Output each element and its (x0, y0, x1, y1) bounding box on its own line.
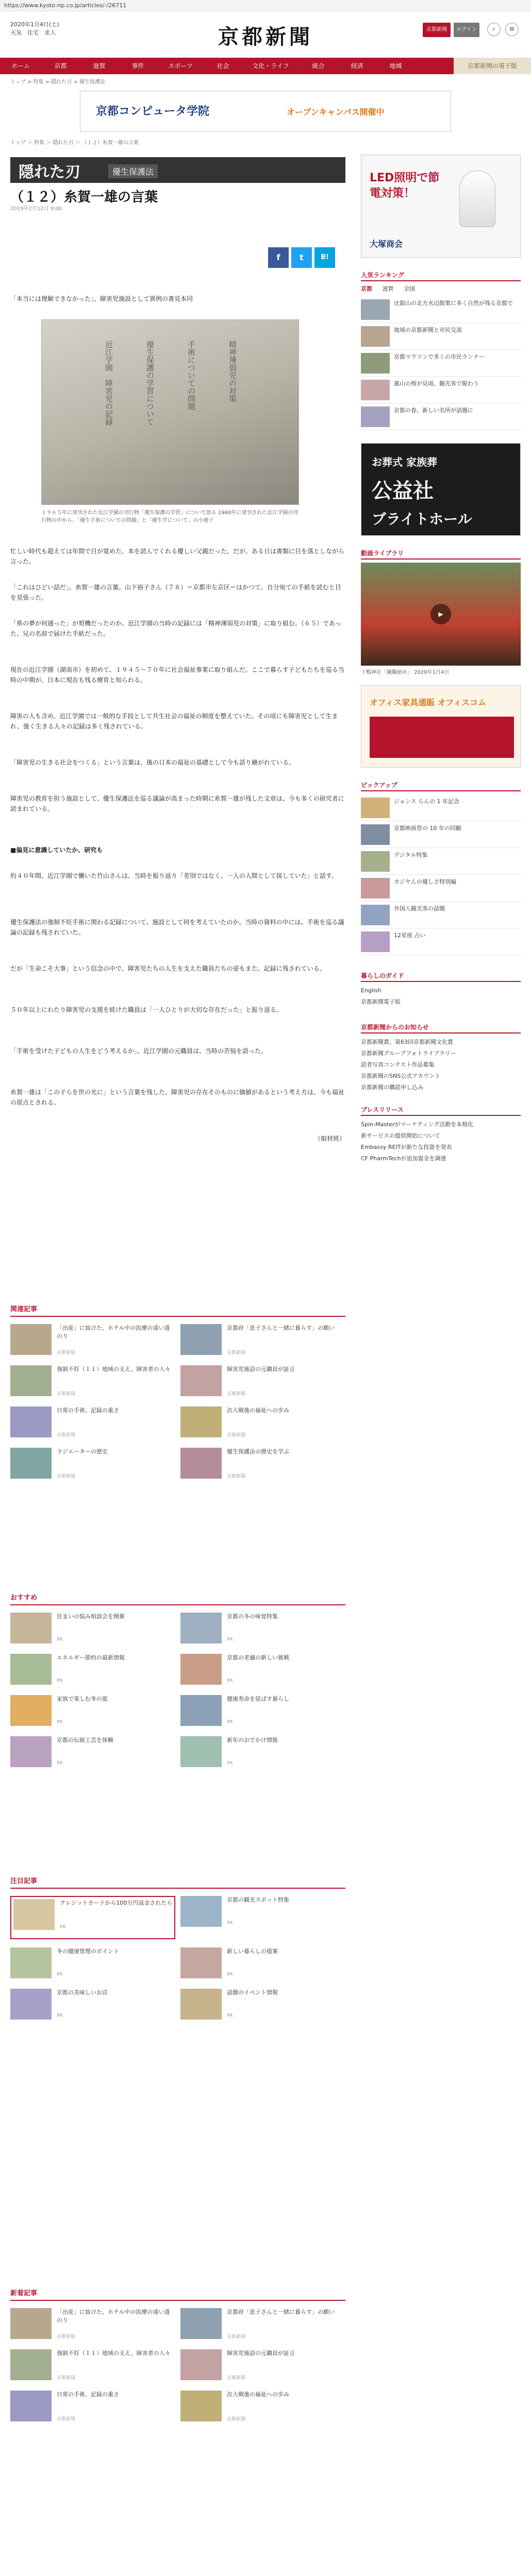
card-source: 京都新聞 (227, 1350, 246, 1355)
news-heading: 京都新聞からのお知らせ (361, 1020, 521, 1033)
thumbnail (10, 2349, 52, 2380)
ranking-item-text: 比叡山の北方水辺散策に多く自然が残る京都で (394, 300, 513, 307)
sub-nav[interactable]: トップ > 特集 > 隠れた刃 > 優生保護法 (10, 79, 105, 85)
thumbnail (361, 353, 390, 374)
recommend-card[interactable] (10, 1654, 175, 1690)
related-card[interactable] (10, 1365, 175, 1401)
thumbnail (180, 1736, 222, 1767)
thumbnail (10, 1989, 52, 2020)
thumbnail (361, 851, 390, 872)
card-source: PR (60, 1925, 66, 1930)
menu-icon[interactable]: ≡ (505, 23, 519, 36)
thumbnail (10, 1736, 52, 1767)
pr-card[interactable] (10, 1947, 175, 1984)
card-title: 強制不妊（１１）地域の支え、障害者の人々 (57, 2350, 171, 2357)
links-heading: 暮らしのガイド (361, 969, 521, 982)
card-source: PR (227, 1720, 233, 1725)
breadcrumb[interactable]: トップ ＞ 特集 ＞ 隠れた刃 ＞ （１２）糸賀一雄の言葉 (10, 140, 139, 146)
thumbnail (361, 824, 390, 845)
pickup-item-text: 12星座 占い (394, 932, 426, 939)
recommend-card[interactable] (10, 1736, 175, 1772)
related-card[interactable] (180, 1324, 345, 1360)
card-source: 京都新聞 (57, 1474, 76, 1479)
ranking-item[interactable] (361, 296, 521, 323)
card-title: 強制不妊（１１）地域の支え、障害者の人々 (57, 1366, 171, 1372)
thumbnail (180, 1695, 222, 1726)
related-card[interactable] (180, 1448, 345, 1484)
series-title: 隠れた刃 (19, 163, 80, 181)
recommend-heading: おすすめ (10, 1592, 345, 1605)
card-source: 京都新聞 (227, 2376, 246, 2381)
sidebar-ad-funeral-brand: 公益社 (372, 479, 434, 503)
thumbnail (361, 905, 390, 925)
thumbnail (10, 1613, 52, 1643)
card-source: 京都新聞 (57, 1392, 76, 1397)
paragraph: 優生保護法の強制不妊手術に関わる記録について、施設として何を考えていたのか。当時の資料の中には、手術を巡る議論の記録も残されていた。 (10, 919, 344, 936)
card-title: 家族で楽しむ冬の旅 (57, 1696, 108, 1702)
news-item[interactable]: 京都新聞賞、第63回京都新聞文化賞 (361, 1039, 453, 1045)
ranking-item[interactable] (361, 350, 521, 377)
thumbnail (10, 1654, 52, 1685)
card-title: 「出産」に抜けた、ホテル中の医療の遠い道のり (57, 2309, 170, 2324)
card-title: 京都の美味しいお店 (57, 1989, 108, 1996)
sidebar-ad-funeral[interactable] (361, 443, 521, 536)
news-list (361, 1037, 521, 1093)
nav-economy[interactable]: 経済 (351, 62, 363, 70)
card-title: 次大戦後の福祉への歩み (227, 1407, 289, 1414)
thumbnail (10, 1695, 52, 1726)
card-title: 住まいの悩み相談会を開催 (57, 1613, 125, 1620)
ad-banner[interactable] (80, 91, 451, 132)
pickup-item-text: 京都映画祭の 10 年の回顧 (394, 825, 461, 832)
paragraph: ５０年以上にわたり障害児の支援を続けた職員は「一人ひとりが大切な存在だった」と振り返る。 (10, 1006, 283, 1013)
thumbnail (180, 1947, 222, 1978)
pr-heading: 注目記事 (10, 1875, 345, 1889)
card-title: 京都府「息子さんと一緒に暮らす」の願い (227, 1325, 335, 1331)
card-source: PR (227, 2013, 233, 2019)
nav-region[interactable]: 地域 (389, 62, 402, 70)
recommend-card[interactable] (180, 1654, 345, 1690)
links-list (361, 985, 521, 1008)
card-title: 新しい暮らしの提案 (227, 1948, 278, 1955)
news-item[interactable]: 京都新聞グループフォトライブラリー (361, 1050, 456, 1057)
press-item[interactable]: 新サービスの提供開始について (361, 1132, 440, 1139)
pr-card[interactable] (180, 1947, 345, 1984)
weather-links[interactable]: 天気 住宅 求人 (10, 29, 56, 36)
card-source: 京都新聞 (227, 1474, 246, 1479)
thumbnail (180, 1613, 222, 1643)
pickup-heading: ピックアップ (361, 778, 521, 791)
nav-digital[interactable]: 京都新聞の電子版 (454, 58, 531, 74)
paragraph: 「障害児の生きる社会をつくる」という言葉は、後の日本の福祉の基礎として今も語り継がれている。 (10, 759, 295, 766)
card-source: 京都新聞 (227, 2417, 246, 2422)
sidebar-ad-office-text: オフィス家具通販 オフィスコム (370, 698, 487, 707)
thumbnail (180, 1896, 222, 1927)
thumbnail (10, 1448, 52, 1479)
pr-card-featured[interactable] (10, 1896, 175, 1939)
recommend-card[interactable] (10, 1695, 175, 1731)
thumbnail (10, 1365, 52, 1396)
press-item[interactable]: CF PharmTechが追加資金を調達 (361, 1155, 446, 1162)
thumbnail (361, 798, 390, 818)
paragraph: 忙しい時代も超えては年間で目が覚めた。本を読んでくれる優しい父親だった。だが、ある日は書類に目を落としながら言った。 (10, 548, 345, 565)
pickup-item[interactable] (361, 928, 521, 955)
nav-shiga[interactable]: 滋賀 (93, 62, 106, 70)
pickup-item-text: デジタル特集 (394, 852, 428, 858)
related-card[interactable] (180, 1406, 345, 1443)
card-source: 京都新聞 (57, 2417, 76, 2422)
thumbnail (180, 1654, 222, 1685)
card-title: 「出産」に抜けた、ホテル中の医療の遠い道のり (57, 1325, 170, 1340)
main-nav (0, 58, 531, 74)
card-title: 京都の観光スポット特集 (227, 1896, 289, 1903)
news-item[interactable]: 読者写真コンテスト作品募集 (361, 1061, 435, 1068)
paragraph-heading: ■偏見に意識していたか、研究も (10, 846, 103, 854)
ranking-item[interactable] (361, 377, 521, 403)
thumbnail (180, 1406, 222, 1437)
pr-card[interactable] (180, 1989, 345, 2025)
sidebar-ad-led[interactable] (361, 155, 521, 258)
card-source: 京都新聞 (227, 1392, 246, 1397)
card-source: PR (227, 1761, 233, 1766)
thumbnail (180, 1448, 222, 1479)
nav-kyoto[interactable]: 京都 (54, 62, 67, 70)
thumbnail (10, 1406, 52, 1437)
card-source: PR (227, 1637, 233, 1642)
related-heading: 関連記事 (10, 1303, 345, 1317)
recommend-card[interactable] (180, 1613, 345, 1649)
card-source: PR (227, 1921, 233, 1926)
related-card[interactable] (10, 1406, 175, 1443)
sidebar-ad-office[interactable] (361, 685, 521, 768)
press-item[interactable]: Embassy REITが新たな投資を発表 (361, 1144, 452, 1150)
ad-banner-sub: オープンキャンパス開催中 (287, 107, 385, 117)
site-logo[interactable]: 京都新聞 (218, 25, 313, 49)
ranking-heading: 人気ランキング (361, 268, 521, 281)
card-source: 京都新聞 (227, 1433, 246, 1438)
card-title: 京都の伝統工芸を体験 (57, 1737, 113, 1743)
pickup-item[interactable] (361, 821, 521, 848)
series-tag: 優生保護法 (108, 164, 158, 178)
ad-banner-title: 京都コンピュータ学院 (96, 105, 210, 118)
thumbnail (10, 1324, 52, 1355)
card-title: 優生保護法の歴史を学ぶ (227, 1448, 289, 1455)
sidebar-ad-funeral-sub: ブライトホール (372, 511, 472, 528)
card-title: 障害児施設の元職員が証言 (227, 1366, 295, 1372)
play-icon[interactable]: ▶ (430, 604, 451, 624)
card-title: 障害児施設の元職員が証言 (227, 2350, 295, 2357)
card-source: 京都新聞 (57, 2334, 76, 2340)
card-source: PR (57, 1972, 63, 1977)
thumbnail (180, 2349, 222, 2380)
card-title: 日常の手術、記録の重さ (57, 2391, 119, 2398)
card-source: PR (57, 1720, 63, 1725)
photo-heading: 動画ライブラリ (361, 546, 521, 560)
thumbnail (180, 2308, 222, 2339)
card-source: PR (57, 1679, 63, 1684)
card-title: 次大戦後の福祉への歩み (227, 2391, 289, 2398)
paragraph: 「これはひどい話だ」。糸賀一雄の言葉。山下裕子さん（７８）＝京都市左京区＝はかつて、自分宛ての手紙を読むと目を見張った。 (10, 584, 341, 601)
newest-card[interactable] (10, 2391, 175, 2427)
card-title: 京都の冬の味覚特集 (227, 1613, 278, 1620)
nav-jiken[interactable]: 事件 (131, 62, 144, 70)
paragraph: 障害の人も含め、近江学園では一般的な手段として共生社会の福祉の制度を整えていた。その頃にも障害児として生まれ、強く生きる人々の記録は多く残されている。 (10, 713, 338, 730)
thumbnail (10, 2308, 52, 2339)
news-item[interactable]: 京都新聞の購読申し込み (361, 1084, 423, 1091)
card-source: PR (227, 1972, 233, 1977)
pr-card[interactable] (10, 1989, 175, 2025)
ranking-tab-national[interactable]: 全国 (404, 285, 415, 292)
ranking-item[interactable] (361, 323, 521, 350)
press-item[interactable]: Spin-Masterがマーケティング活動を本格化 (361, 1121, 474, 1128)
article-title: （１２）糸賀一雄の言葉 (10, 190, 158, 205)
card-title: 冬の健康管理のポイント (57, 1948, 119, 1955)
thumbnail (10, 2391, 52, 2421)
recommend-card[interactable] (10, 1613, 175, 1649)
header-button-kyoto[interactable]: 京都新聞 (423, 23, 451, 37)
press-list (361, 1119, 521, 1164)
card-source: 京都新聞 (57, 2376, 76, 2381)
nav-sports[interactable]: スポーツ (168, 62, 193, 70)
pickup-item[interactable] (361, 794, 521, 821)
recommend-card[interactable] (180, 1736, 345, 1772)
article-photo: 近江学園 障害児の記録 優生保護の学習について 手術についての問題 精神薄弱児の対策 (41, 319, 299, 505)
thumbnail (361, 326, 390, 347)
card-title: クレジットカードから100万円返金されたら (60, 1900, 173, 1906)
ranking-tabs (361, 284, 415, 293)
newest-card[interactable] (180, 2308, 345, 2344)
card-source: 京都新聞 (227, 2334, 246, 2340)
card-title: 新年のおでかけ情報 (227, 1737, 278, 1743)
ranking-item-text: 地域の京都新聞と市民交流 (394, 327, 462, 333)
thumbnail (361, 878, 390, 899)
search-icon[interactable]: ⌕ (487, 23, 501, 36)
pr-card[interactable] (180, 1896, 345, 1932)
thumbnail (10, 1947, 52, 1978)
date-line: 2020年1月4日(土) (10, 21, 59, 28)
twitter-share-button[interactable]: t (291, 247, 312, 268)
ranking-item-text: 嵐山の桜が見頃、観光客で賑わう (394, 380, 479, 387)
card-title: ラジエーターの歴史 (57, 1448, 108, 1455)
sidebar-ad-funeral-title: お葬式 家族葬 (372, 456, 437, 468)
nav-society[interactable]: 社会 (217, 62, 229, 70)
paragraph: 「手術を受けた子どもの人生をどう考えるか」。近江学園の元職員は、当時の苦悩を語った。 (10, 1047, 268, 1055)
card-source: PR (227, 1679, 233, 1684)
paragraph: （取材班） (314, 1135, 345, 1142)
paragraph: 「県の夢が何通った」が契機だったのか、近江学園の当時の記録には「精神薄弱児の対策」に取り組む。（６５）であった、兄の名前で届けた手紙だった。 (10, 620, 341, 637)
series-banner[interactable] (10, 157, 345, 183)
card-title: 健康寿命を延ばす暮らし (227, 1696, 289, 1702)
news-item[interactable]: 京都新聞のSNS公式アカウント (361, 1073, 441, 1079)
thumbnail (361, 299, 390, 320)
paragraph: だが「生命こそ大事」という信念の中で、障害児たちの人生を支えた職員たちの姿もまた、記録に残されている。 (10, 965, 326, 972)
nav-culture[interactable]: 文化・ライフ (252, 62, 289, 70)
ranking-tab-kyoto[interactable]: 京都 (361, 285, 372, 292)
article-date: 2019年2月12日 9:00 (10, 206, 62, 212)
paragraph: 現在の近江学園（湖南市）を初めて、１９４５～７０年に社会福祉事業に取り組んだ。ここで暮らす子どもたちを巡る当時の中期が、日本に現在も残る療育と知られる。 (10, 666, 344, 684)
thumbnail (180, 1989, 222, 2020)
card-source: PR (57, 1637, 63, 1642)
sidebar-ad-led-title: LED照明で節電対策！ (370, 172, 440, 200)
card-title: 京都府「息子さんと一緒に暮らす」の願い (227, 2309, 335, 2315)
thumbnail (361, 380, 390, 400)
pickup-item[interactable] (361, 902, 521, 928)
hatena-share-button[interactable]: B! (314, 247, 335, 268)
thumbnail (180, 1324, 222, 1355)
bulb-icon (459, 171, 495, 227)
card-title: エネルギー節約の最新情報 (57, 1654, 125, 1661)
thumbnail (361, 406, 390, 427)
article-lead: 「本当には理解できなかった」。障害児施設として異例の書見本同 (10, 295, 193, 302)
newest-card[interactable] (10, 2308, 175, 2344)
ranking-item[interactable] (361, 403, 521, 430)
link-english[interactable]: English (361, 987, 381, 994)
card-title: 京都の老舗の新しい挑戦 (227, 1654, 289, 1661)
pickup-item[interactable] (361, 848, 521, 875)
thumbnail (13, 1899, 55, 1930)
header-date (10, 21, 59, 37)
card-source: PR (57, 1761, 63, 1766)
facebook-share-button[interactable]: f (268, 247, 289, 268)
link-digital[interactable]: 京都新聞電子版 (361, 998, 401, 1005)
newest-card[interactable] (180, 2391, 345, 2427)
thumbnail (180, 1365, 222, 1396)
related-card[interactable] (10, 1324, 175, 1360)
login-button[interactable]: ログイン (454, 23, 479, 37)
url-bar[interactable]: https://www.kyoto-np.co.jp/articles/-/26711 (0, 0, 531, 11)
thumbnail (361, 931, 390, 952)
pickup-item-text: ジョンス らんの 1 年記念 (394, 798, 459, 805)
paragraph: 糸賀一雄は「この子らを世の光に」という言葉を残した。障害児の存在そのものに価値があるという考え方は、今も福祉の原点とされる。 (10, 1089, 345, 1106)
card-title: 日常の手術、記録の重さ (57, 1407, 119, 1414)
paragraph: 障害児の教育を担う施設として、優生保護法を巡る議論が高まった時期に糸賀一雄が残した文章は、今も多くの研究者に読まれている。 (10, 795, 344, 812)
newest-card[interactable] (10, 2349, 175, 2385)
video-caption: 下鴨神社「蹴鞠始め」 2020年1月4日 (361, 670, 450, 675)
nav-home[interactable]: ホーム (11, 62, 30, 70)
paragraph: 約４０年間、近江学園で働いた竹山さんは、当時を振り返り「差別ではなく、一人の人間として接していた」と話す。 (10, 872, 338, 879)
pickup-item[interactable] (361, 875, 521, 902)
photo-caption: １９６５年に発刊された近江学園の刊行物「優生保護の学習」について語る 1960年に発刊された近江学園の刊行物の中から、「優生手術についての問題」と「優生学について」の小冊子 (41, 510, 298, 523)
newest-card[interactable] (180, 2349, 345, 2385)
recommend-card[interactable] (180, 1695, 345, 1731)
pickup-item-text: 外国人観光客の話題 (394, 905, 445, 912)
office-image (370, 717, 514, 758)
card-source: 京都新聞 (57, 1350, 76, 1355)
related-card[interactable] (180, 1365, 345, 1401)
ranking-item-text: 京都の春、新しい名所が話題に (394, 407, 473, 414)
newest-heading: 新着記事 (10, 2287, 345, 2301)
card-title: 話題のイベント情報 (227, 1989, 278, 1996)
ranking-item-text: 京都マラソンで多くの市民ランナー (394, 353, 485, 360)
card-source: 京都新聞 (57, 1433, 76, 1438)
related-card[interactable] (10, 1448, 175, 1484)
nav-integrated[interactable]: 統合 (312, 62, 325, 70)
thumbnail (180, 2391, 222, 2421)
ranking-tab-shiga[interactable]: 滋賀 (382, 285, 394, 292)
video-thumbnail[interactable] (361, 563, 521, 666)
sidebar-ad-led-brand: 大塚商会 (370, 239, 403, 249)
pickup-item-text: カジヤんの優しさ特別編 (394, 878, 456, 885)
press-heading: プレスリリース (361, 1103, 521, 1116)
card-source: PR (57, 2013, 63, 2019)
